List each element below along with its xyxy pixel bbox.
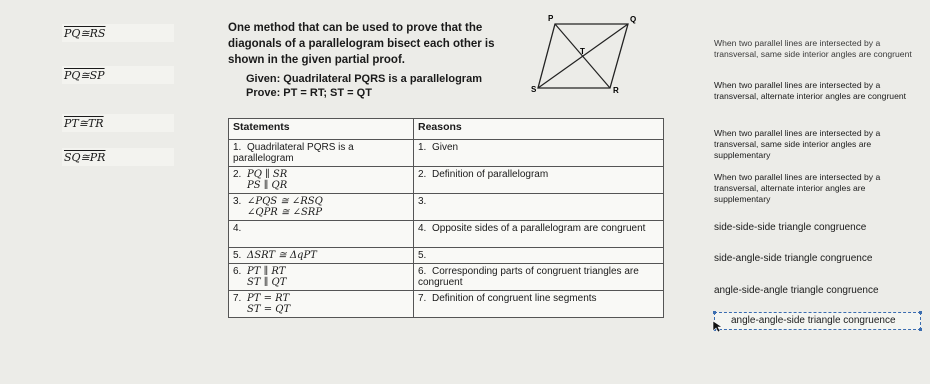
statement-text: PS ∥ QR xyxy=(247,180,288,191)
row-number: 3. xyxy=(233,196,242,207)
row-number: 6. xyxy=(418,266,427,277)
row-number: 5. xyxy=(233,250,242,261)
table-header-row xyxy=(229,119,664,140)
label-p: P xyxy=(548,14,554,23)
answer-tile-1[interactable]: When two parallel lines are intersected by a transversal, same side interior angles are congruent xyxy=(714,38,912,59)
tile-text: PQ≅SP xyxy=(64,68,105,82)
statement-text: Quadrilateral PQRS is a parallelogram xyxy=(233,142,354,164)
given-text: Given: Quadrilateral PQRS is a parallelogram xyxy=(246,73,482,85)
reason-drop-target-3[interactable] xyxy=(414,194,664,221)
row-number: 4. xyxy=(233,223,242,234)
table-row xyxy=(229,194,664,221)
reason-text: Corresponding parts of congruent triangles are congruent xyxy=(418,266,639,288)
statement-cell xyxy=(229,264,414,291)
statement-tile-3[interactable] xyxy=(62,114,174,132)
row-number: 6. xyxy=(233,266,242,277)
statement-cell xyxy=(229,194,414,221)
statement-text: ST ∥ QT xyxy=(247,277,287,288)
reason-cell xyxy=(414,221,664,248)
reason-drop-target-5[interactable] xyxy=(414,248,664,264)
row-number: 2. xyxy=(233,169,242,180)
label-t: T xyxy=(580,47,585,56)
reason-text: Opposite sides of a parallelogram are congruent xyxy=(432,223,646,234)
tile-text: SQ≅PR xyxy=(64,150,106,164)
reason-text: Definition of congruent line segments xyxy=(432,293,597,304)
statement-text: ΔSRT ≅ ΔqPT xyxy=(247,250,317,261)
mouse-pointer-icon xyxy=(712,320,722,332)
tile-text: PT≅TR xyxy=(64,116,104,130)
parallelogram-diagram xyxy=(530,12,640,94)
question-text: One method that can be used to prove that the diagonals of a parallelogram bisect each other is shown in the given partial proof. xyxy=(228,22,495,66)
proof-table xyxy=(228,118,664,318)
answer-tile-2[interactable]: When two parallel lines are intersected by a transversal, alternate interior angles are congruent xyxy=(714,80,907,101)
label-s: S xyxy=(531,85,537,94)
answer-tile-6[interactable]: side-angle-side triangle congruence xyxy=(714,253,873,264)
statement-text: PQ ∥ SR xyxy=(247,169,288,180)
reason-text: Given xyxy=(432,142,459,153)
reason-text: Definition of parallelogram xyxy=(432,169,549,180)
statement-tile-2[interactable] xyxy=(62,66,174,84)
statements-header: Statements xyxy=(229,119,414,140)
label-q: Q xyxy=(630,15,637,24)
row-number: 7. xyxy=(418,293,427,304)
answer-tile-3[interactable]: When two parallel lines are intersected by a transversal, same side interior angles are supplementary xyxy=(714,128,881,160)
reason-cell xyxy=(414,291,664,318)
reason-cell xyxy=(414,264,664,291)
table-row xyxy=(229,248,664,264)
statement-text: PT = RT xyxy=(247,293,290,304)
row-number: 4. xyxy=(418,223,427,234)
prove-text: Prove: PT = RT; ST = QT xyxy=(246,87,372,99)
statement-cell xyxy=(229,140,414,167)
table-row xyxy=(229,264,664,291)
answer-tile-5[interactable]: side-side-side triangle congruence xyxy=(714,222,867,233)
selection-handle xyxy=(919,328,922,331)
statement-text: ∠QPR ≅ ∠SRP xyxy=(247,207,323,218)
row-number: 1. xyxy=(418,142,427,153)
dragging-answer-tile[interactable] xyxy=(714,312,921,330)
statement-drop-target-4[interactable] xyxy=(229,221,414,248)
given-block xyxy=(246,72,482,100)
table-row xyxy=(229,140,664,167)
label-r: R xyxy=(613,86,619,94)
answer-tile-4[interactable]: When two parallel lines are intersected by a transversal, alternate interior angles are supplementary xyxy=(714,172,881,204)
row-number: 2. xyxy=(418,169,427,180)
statement-text: ST = QT xyxy=(247,304,291,315)
table-row xyxy=(229,291,664,318)
statement-text: ∠PQS ≅ ∠RSQ xyxy=(247,196,323,207)
statement-tile-1[interactable] xyxy=(62,24,174,42)
row-number: 7. xyxy=(233,293,242,304)
statement-text: PT ∥ RT xyxy=(247,266,286,277)
answer-tile-8: angle-angle-side triangle congruence xyxy=(731,315,896,326)
statement-cell xyxy=(229,291,414,318)
row-number: 3. xyxy=(418,196,427,207)
reasons-header: Reasons xyxy=(414,119,664,140)
table-row xyxy=(229,221,664,248)
table-row xyxy=(229,167,664,194)
answer-tile-7[interactable]: angle-side-angle triangle congruence xyxy=(714,285,879,296)
reason-cell xyxy=(414,140,664,167)
statement-cell xyxy=(229,167,414,194)
statement-cell xyxy=(229,248,414,264)
statement-tile-4[interactable] xyxy=(62,148,174,166)
selection-handle xyxy=(713,311,716,314)
selection-handle xyxy=(919,311,922,314)
row-number: 5. xyxy=(418,250,427,261)
reason-cell xyxy=(414,167,664,194)
row-number: 1. xyxy=(233,142,242,153)
tile-text: PQ≅RS xyxy=(64,26,106,40)
